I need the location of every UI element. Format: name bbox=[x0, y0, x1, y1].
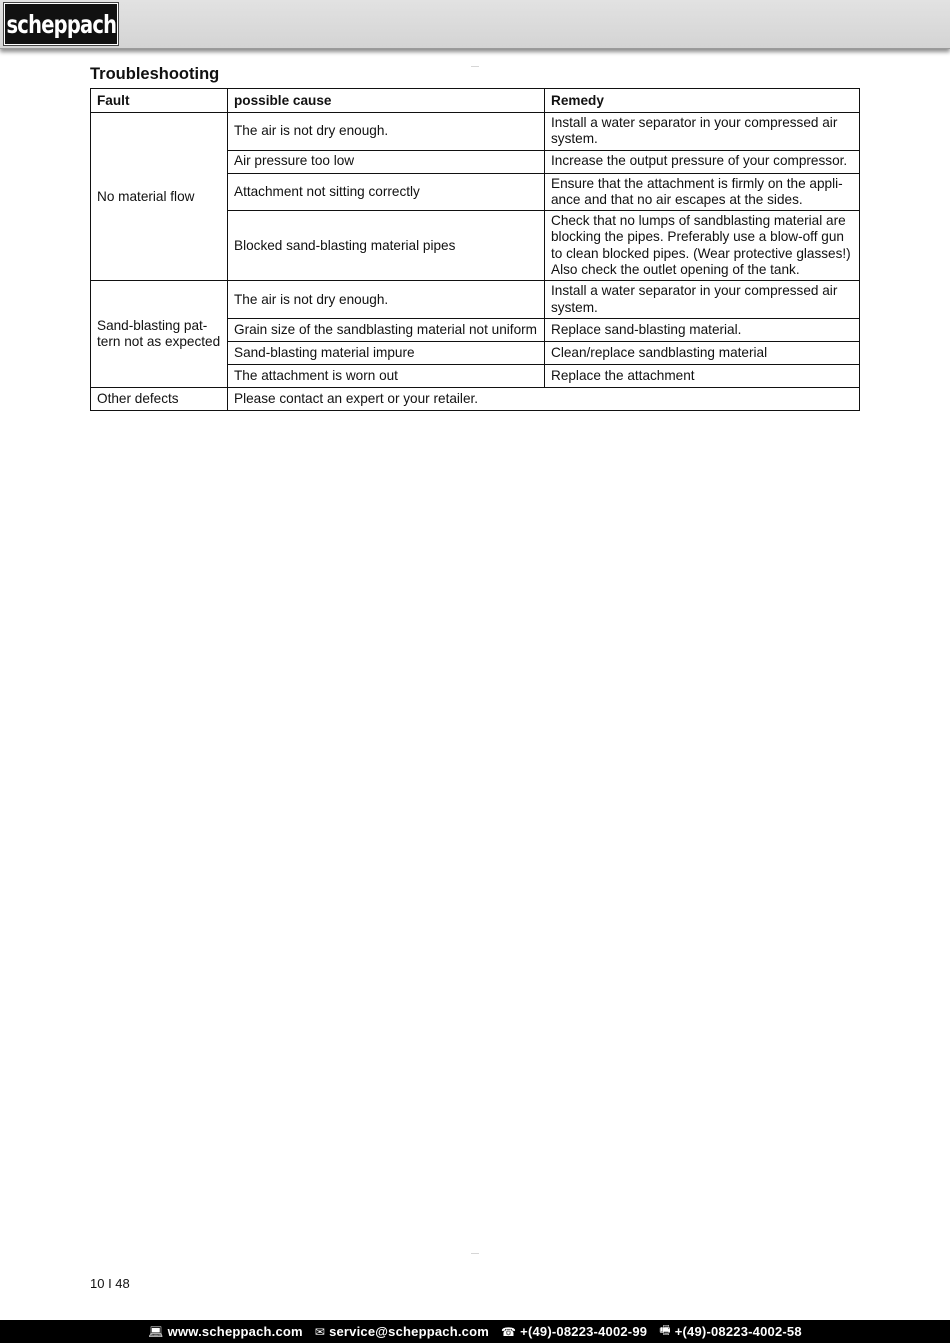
fax-icon: 🖷︎ bbox=[659, 1323, 671, 1337]
remedy-cell: Increase the output pressure of your compressor. bbox=[545, 150, 860, 173]
table-header-row bbox=[91, 89, 860, 113]
cause-cell: The attachment is worn out bbox=[228, 364, 545, 387]
cause-cell: Sand-blasting material impure bbox=[228, 341, 545, 364]
crop-mark-top bbox=[471, 66, 479, 67]
section-title: Troubleshooting bbox=[90, 65, 220, 83]
troubleshooting-table bbox=[90, 88, 860, 411]
footer-fax bbox=[659, 1321, 802, 1342]
column-header-remedy: Remedy bbox=[545, 89, 860, 113]
cause-cell: Blocked sand-blasting material pipes bbox=[228, 211, 545, 281]
fault-cell: Other defects bbox=[91, 387, 228, 410]
cause-cell: Air pressure too low bbox=[228, 150, 545, 173]
footer-email[interactable] bbox=[315, 1324, 489, 1339]
table-row bbox=[91, 113, 860, 151]
footer-phone bbox=[501, 1324, 647, 1339]
crop-mark-bottom bbox=[471, 1253, 479, 1254]
phone-icon: ☎ bbox=[501, 1324, 517, 1339]
header-bar bbox=[0, 0, 950, 49]
remedy-cell: Replace the attachment bbox=[545, 364, 860, 387]
website-text: www.scheppach.com bbox=[167, 1324, 303, 1339]
email-text: service@scheppach.com bbox=[329, 1324, 490, 1339]
table-row bbox=[91, 281, 860, 319]
remedy-cell: Check that no lumps of sandblasting material are blocking the pipes. Preferably use a blow-off gun to clean blocked pipes. (Wear protective glasses!) Also check the outlet opening of the tank. bbox=[545, 211, 860, 281]
fax-text: +(49)-08223-4002-58 bbox=[674, 1324, 802, 1339]
footer-website[interactable] bbox=[148, 1324, 303, 1339]
remedy-cell: Replace sand-blasting material. bbox=[545, 318, 860, 341]
brand-logo bbox=[4, 3, 118, 45]
cause-cell: The air is not dry enough. bbox=[228, 113, 545, 151]
column-header-fault: Fault bbox=[91, 89, 228, 113]
fault-cell: No material flow bbox=[91, 113, 228, 281]
remedy-cell: Ensure that the attachment is firmly on the appli-ance and that no air escapes at the sides. bbox=[545, 173, 860, 211]
remedy-cell: Clean/replace sandblasting material bbox=[545, 341, 860, 364]
email-icon: ✉ bbox=[314, 1324, 326, 1339]
merged-remedy-cell: Please contact an expert or your retailer. bbox=[228, 387, 860, 410]
fault-cell: Sand-blasting pat-tern not as expected bbox=[91, 281, 228, 388]
footer-bar bbox=[0, 1320, 950, 1343]
cause-cell: Attachment not sitting correctly bbox=[228, 173, 545, 211]
logo-text: scheppach bbox=[6, 9, 116, 39]
column-header-cause: possible cause bbox=[228, 89, 545, 113]
phone-text: +(49)-08223-4002-99 bbox=[520, 1324, 648, 1339]
remedy-cell: Install a water separator in your compressed air system. bbox=[545, 281, 860, 319]
computer-icon: 💻︎ bbox=[148, 1324, 164, 1339]
cause-cell: The air is not dry enough. bbox=[228, 281, 545, 319]
remedy-cell: Install a water separator in your compressed air system. bbox=[545, 113, 860, 151]
page-number: 10 I 48 bbox=[90, 1276, 130, 1291]
cause-cell: Grain size of the sandblasting material not uniform bbox=[228, 318, 545, 341]
table-row bbox=[91, 387, 860, 410]
